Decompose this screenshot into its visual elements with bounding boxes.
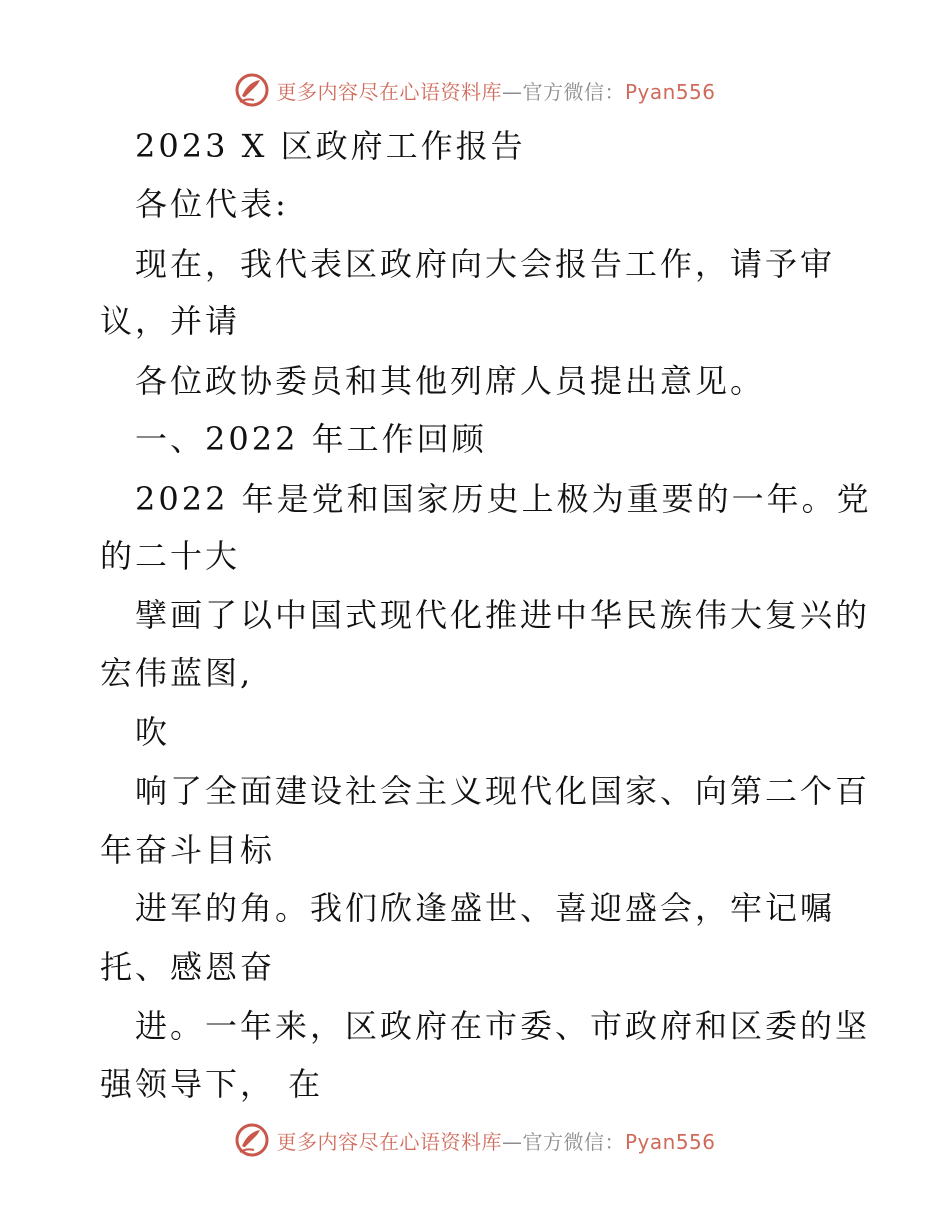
watermark-wechat-id: Pyan556 (624, 1129, 716, 1154)
paragraph-line: 各位政协委员和其他列席人员提出意见。 (135, 362, 766, 400)
paragraph-line: 进军的角。我们欣逢盛世、喜迎盛会，牢记嘱 (135, 889, 836, 927)
watermark-dash: — (501, 1129, 523, 1154)
paragraph-line: 吹 (135, 713, 171, 751)
paragraph-line: 托、感恩奋 (100, 948, 276, 986)
paragraph-line: 年奋斗目标 (100, 831, 276, 869)
paragraph-line: 进。一年来，区政府在市委、市政府和区委的坚 (135, 1007, 871, 1045)
watermark-wechat-label: 官方微信： (522, 79, 625, 104)
footer-watermark (0, 1120, 950, 1160)
writing-pen-logo-icon (234, 1122, 270, 1158)
watermark-wechat-label: 官方微信： (522, 1129, 625, 1154)
document-title: 2023 X 区政府工作报告 (135, 127, 526, 165)
paragraph-line: 议，并请 (100, 302, 241, 340)
writing-pen-logo-icon (234, 72, 270, 108)
watermark-text (276, 76, 715, 105)
watermark-site: 更多内容尽在心语资料库 (276, 79, 502, 104)
paragraph-line: 强领导下， 在 (100, 1065, 324, 1103)
paragraph-line: 现在，我代表区政府向大会报告工作，请予审 (135, 245, 836, 283)
watermark-text (276, 1126, 715, 1155)
watermark-wechat-id: Pyan556 (624, 79, 716, 104)
section-heading: 一、2022 年工作回顾 (135, 420, 487, 458)
header-watermark (0, 70, 950, 110)
paragraph-line: 响了全面建设社会主义现代化国家、向第二个百 (135, 772, 871, 810)
paragraph-line: 的二十大 (100, 537, 241, 575)
paragraph-line: 2022 年是党和国家历史上极为重要的一年。党 (135, 480, 872, 518)
watermark-site: 更多内容尽在心语资料库 (276, 1129, 502, 1154)
paragraph-line: 宏伟蓝图, (100, 654, 254, 692)
watermark-dash: — (501, 79, 523, 104)
salutation: 各位代表: (135, 185, 289, 223)
paragraph-line: 擘画了以中国式现代化推进中华民族伟大复兴的 (135, 596, 871, 634)
